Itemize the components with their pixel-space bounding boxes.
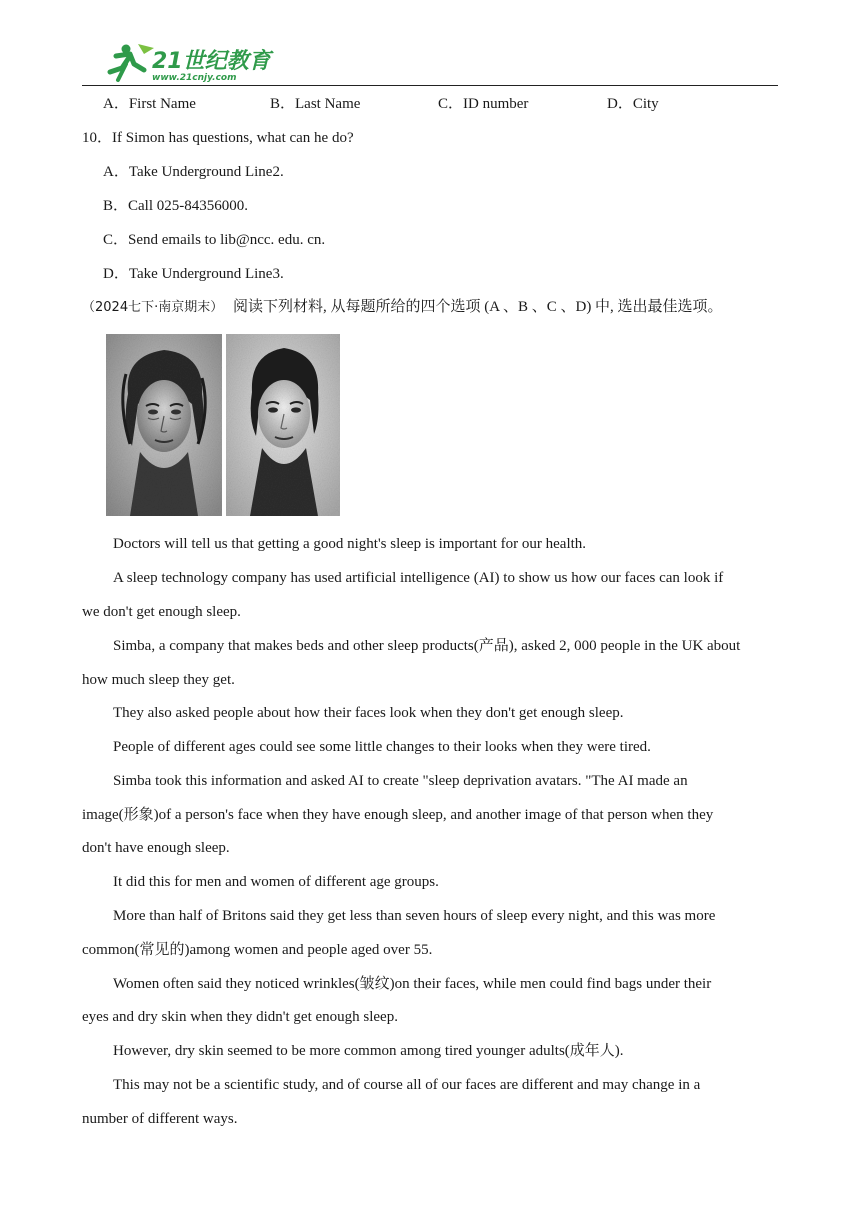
option-text: City bbox=[632, 96, 659, 112]
option-letter: C． bbox=[438, 96, 464, 112]
photo-rested-face bbox=[226, 334, 340, 516]
page-header bbox=[0, 0, 860, 90]
svg-text:www.21cnjy.com: www.21cnjy.com bbox=[152, 73, 237, 83]
section-header bbox=[82, 297, 723, 318]
passage-line: People of different ages could see some little changes to their looks when they were tired. bbox=[113, 739, 651, 755]
passage-line: how much sleep they get. bbox=[82, 672, 235, 688]
q9-option-d[interactable] bbox=[607, 94, 659, 114]
passage-line: They also asked people about how their faces look when they don't get enough sleep. bbox=[113, 705, 624, 721]
option-text: ID number bbox=[463, 96, 529, 112]
option-text: First Name bbox=[128, 96, 196, 112]
q10-option-c[interactable]: C．Send emails to lib@ncc. edu. cn. bbox=[103, 232, 326, 248]
passage-line: Simba took this information and asked AI to create "sleep deprivation avatars. "The AI made an bbox=[113, 773, 688, 789]
option-text: Last Name bbox=[295, 96, 361, 112]
comparison-photo bbox=[106, 334, 340, 516]
passage-line: eyes and dry skin when they didn't get enough sleep. bbox=[82, 1009, 398, 1025]
passage-line: More than half of Britons said they get less than seven hours of sleep every night, and this was more bbox=[113, 908, 716, 924]
section-instruction: 阅读下列材料, 从每题所给的四个选项 (A 、B 、C 、D) 中, 选出最佳选项。 bbox=[232, 299, 723, 315]
q9-option-c[interactable] bbox=[438, 94, 528, 114]
option-letter: A． bbox=[103, 96, 129, 112]
passage-line: Women often said they noticed wrinkles(皱纹)on their faces, while men could find bags under their bbox=[113, 976, 712, 992]
passage-line: Doctors will tell us that getting a good night's sleep is important for our health. bbox=[113, 536, 587, 552]
passage-line: However, dry skin seemed to be more common among tired younger adults(成年人). bbox=[113, 1043, 624, 1059]
q10-option-a[interactable]: A．Take Underground Line2. bbox=[103, 164, 284, 180]
svg-text:21世纪教育: 21世纪教育 bbox=[152, 49, 271, 74]
option-letter: B． bbox=[270, 96, 296, 112]
q10-option-d[interactable]: D．Take Underground Line3. bbox=[103, 266, 284, 282]
passage-line: This may not be a scientific study, and of course all of our faces are different and may change in a bbox=[113, 1077, 701, 1093]
passage-line: we don't get enough sleep. bbox=[82, 604, 241, 620]
header-divider bbox=[82, 85, 778, 86]
passage-line: image(形象)of a person's face when they have enough sleep, and another image of that person when they bbox=[82, 807, 714, 823]
passage-line: It did this for men and women of different age groups. bbox=[113, 874, 439, 890]
passage-line: Simba, a company that makes beds and other sleep products(产品), asked 2, 000 people in the UK about bbox=[113, 638, 741, 654]
logo-graphic bbox=[104, 40, 274, 86]
q10-stem: 10．If Simon has questions, what can he do? bbox=[82, 130, 354, 146]
q9-option-b[interactable] bbox=[270, 94, 360, 114]
passage-line: don't have enough sleep. bbox=[82, 840, 230, 856]
passage-line: A sleep technology company has used artificial intelligence (AI) to show us how our faces can look if bbox=[113, 570, 724, 586]
q10-option-b[interactable]: B．Call 025-84356000. bbox=[103, 198, 248, 214]
logo bbox=[104, 40, 274, 86]
passage-line: number of different ways. bbox=[82, 1111, 238, 1127]
q9-option-a[interactable] bbox=[103, 94, 196, 114]
passage-line: common(常见的)among women and people aged over 55. bbox=[82, 942, 433, 958]
option-letter: D． bbox=[607, 96, 633, 112]
photo-tired-face bbox=[106, 334, 222, 516]
section-source: （2024七下·南京期末） bbox=[82, 300, 224, 315]
